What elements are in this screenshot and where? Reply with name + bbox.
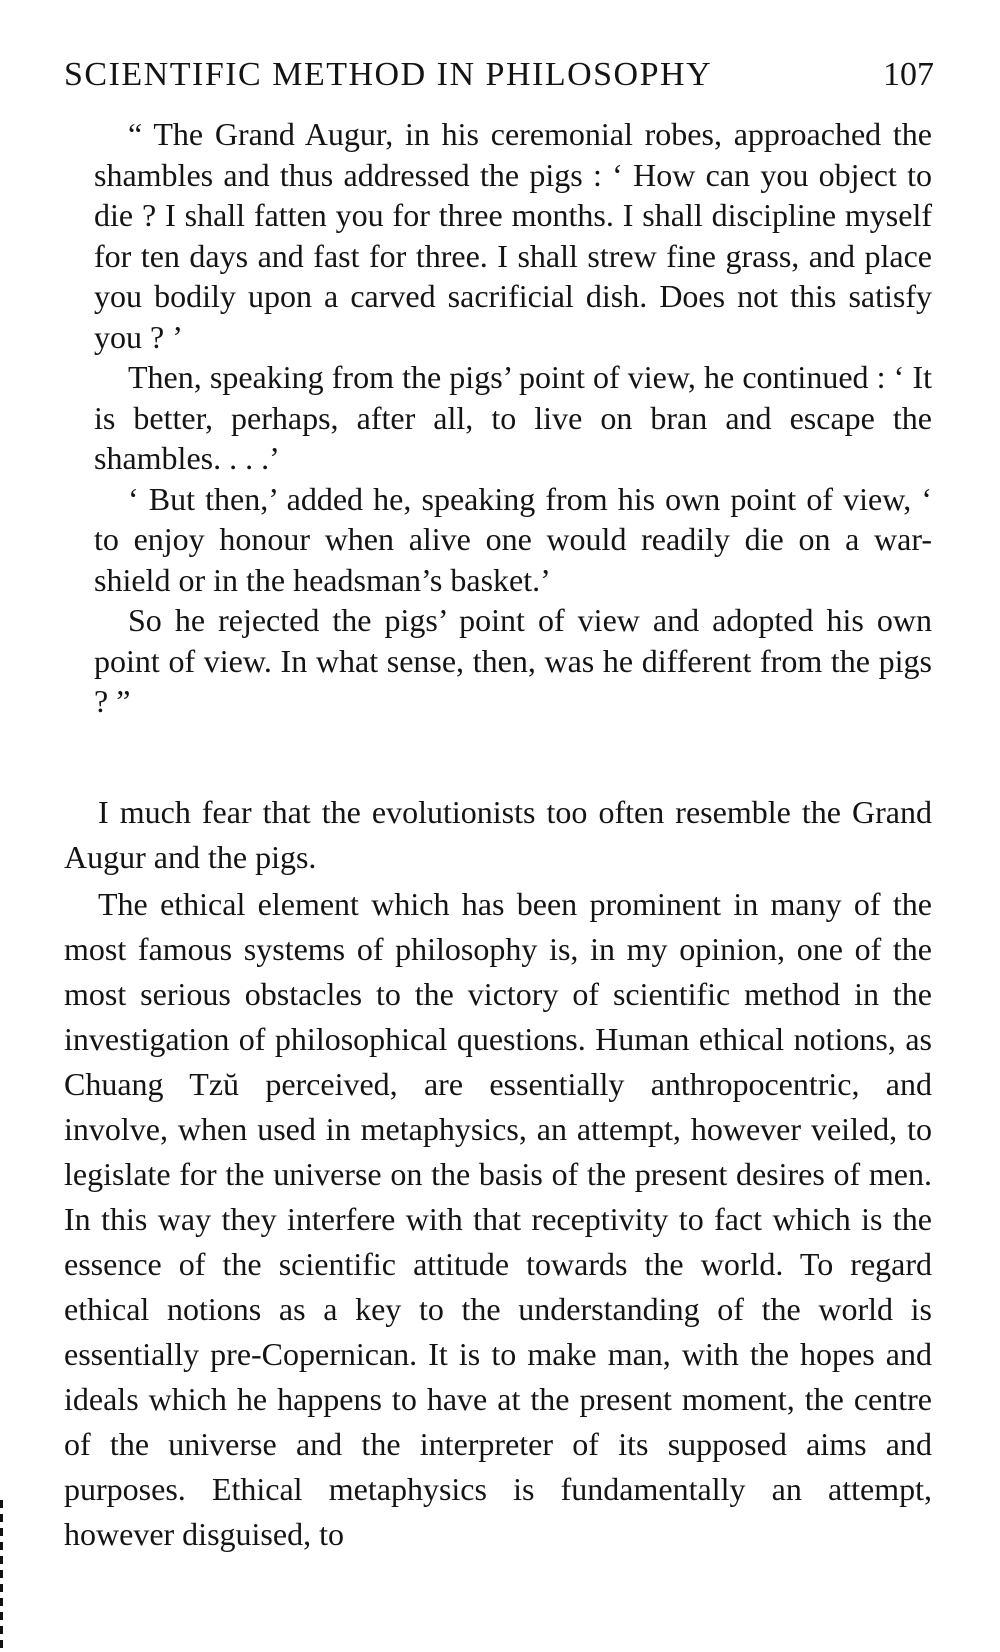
running-head-title: SCIENTIFIC METHOD IN PHILOSOPHY xyxy=(64,56,713,93)
scan-edge-mark xyxy=(0,1500,3,1652)
quote-paragraph: Then, speaking from the pigs’ point of view, he continued : ‘ It is better, perhaps, after all, to live on bran and escape the shambles. . . .’ xyxy=(94,359,932,476)
quotation-block xyxy=(94,114,932,722)
quote-paragraph: “ The Grand Augur, in his ceremonial robes, approached the shambles and thus addressed the pigs : ‘ How can you object to die ? I shall fatten you for three months. I shall discipline myself for ten days and fast for three. I shall strew fine grass, and place you bodily upon a carved sacrificial dish. Does not this satisfy you ? ’ xyxy=(94,116,932,355)
body-text xyxy=(64,790,932,1557)
running-header xyxy=(64,52,934,98)
body-paragraph: The ethical element which has been prominent in many of the most famous systems of philosophy is, in my opinion, one of the most serious obstacles to the victory of scientific method in the investigation of philosophical questions. Human ethical notions, as Chuang Tzŭ perceived, are essentially anthropocentric, and involve, when used in metaphysics, an attempt, however veiled, to legislate for the universe on the basis of the present desires of men. In this way they interfere with that receptivity to fact which is the essence of the scientific attitude towards the world. To regard ethical notions as a key to the understanding of the world is essentially pre-Copernican. It is to make man, with the hopes and ideals which he happens to have at the present moment, the centre of the universe and the interpreter of its supposed aims and purposes. Ethical metaphysics is fundamentally an attempt, however disguised, to xyxy=(64,886,932,1552)
quote-paragraph: ‘ But then,’ added he, speaking from his own point of view, ‘ to enjoy honour when alive one would readily die on a war-shield or in the headsman’s basket.’ xyxy=(94,480,932,598)
quote-paragraph: So he rejected the pigs’ point of view and adopted his own point of view. In what sense, then, was he different from the pigs ? ” xyxy=(94,602,932,719)
body-paragraph: I much fear that the evolutionists too often resemble the Grand Augur and the pigs. xyxy=(64,794,932,875)
page-number: 107 xyxy=(883,56,934,93)
